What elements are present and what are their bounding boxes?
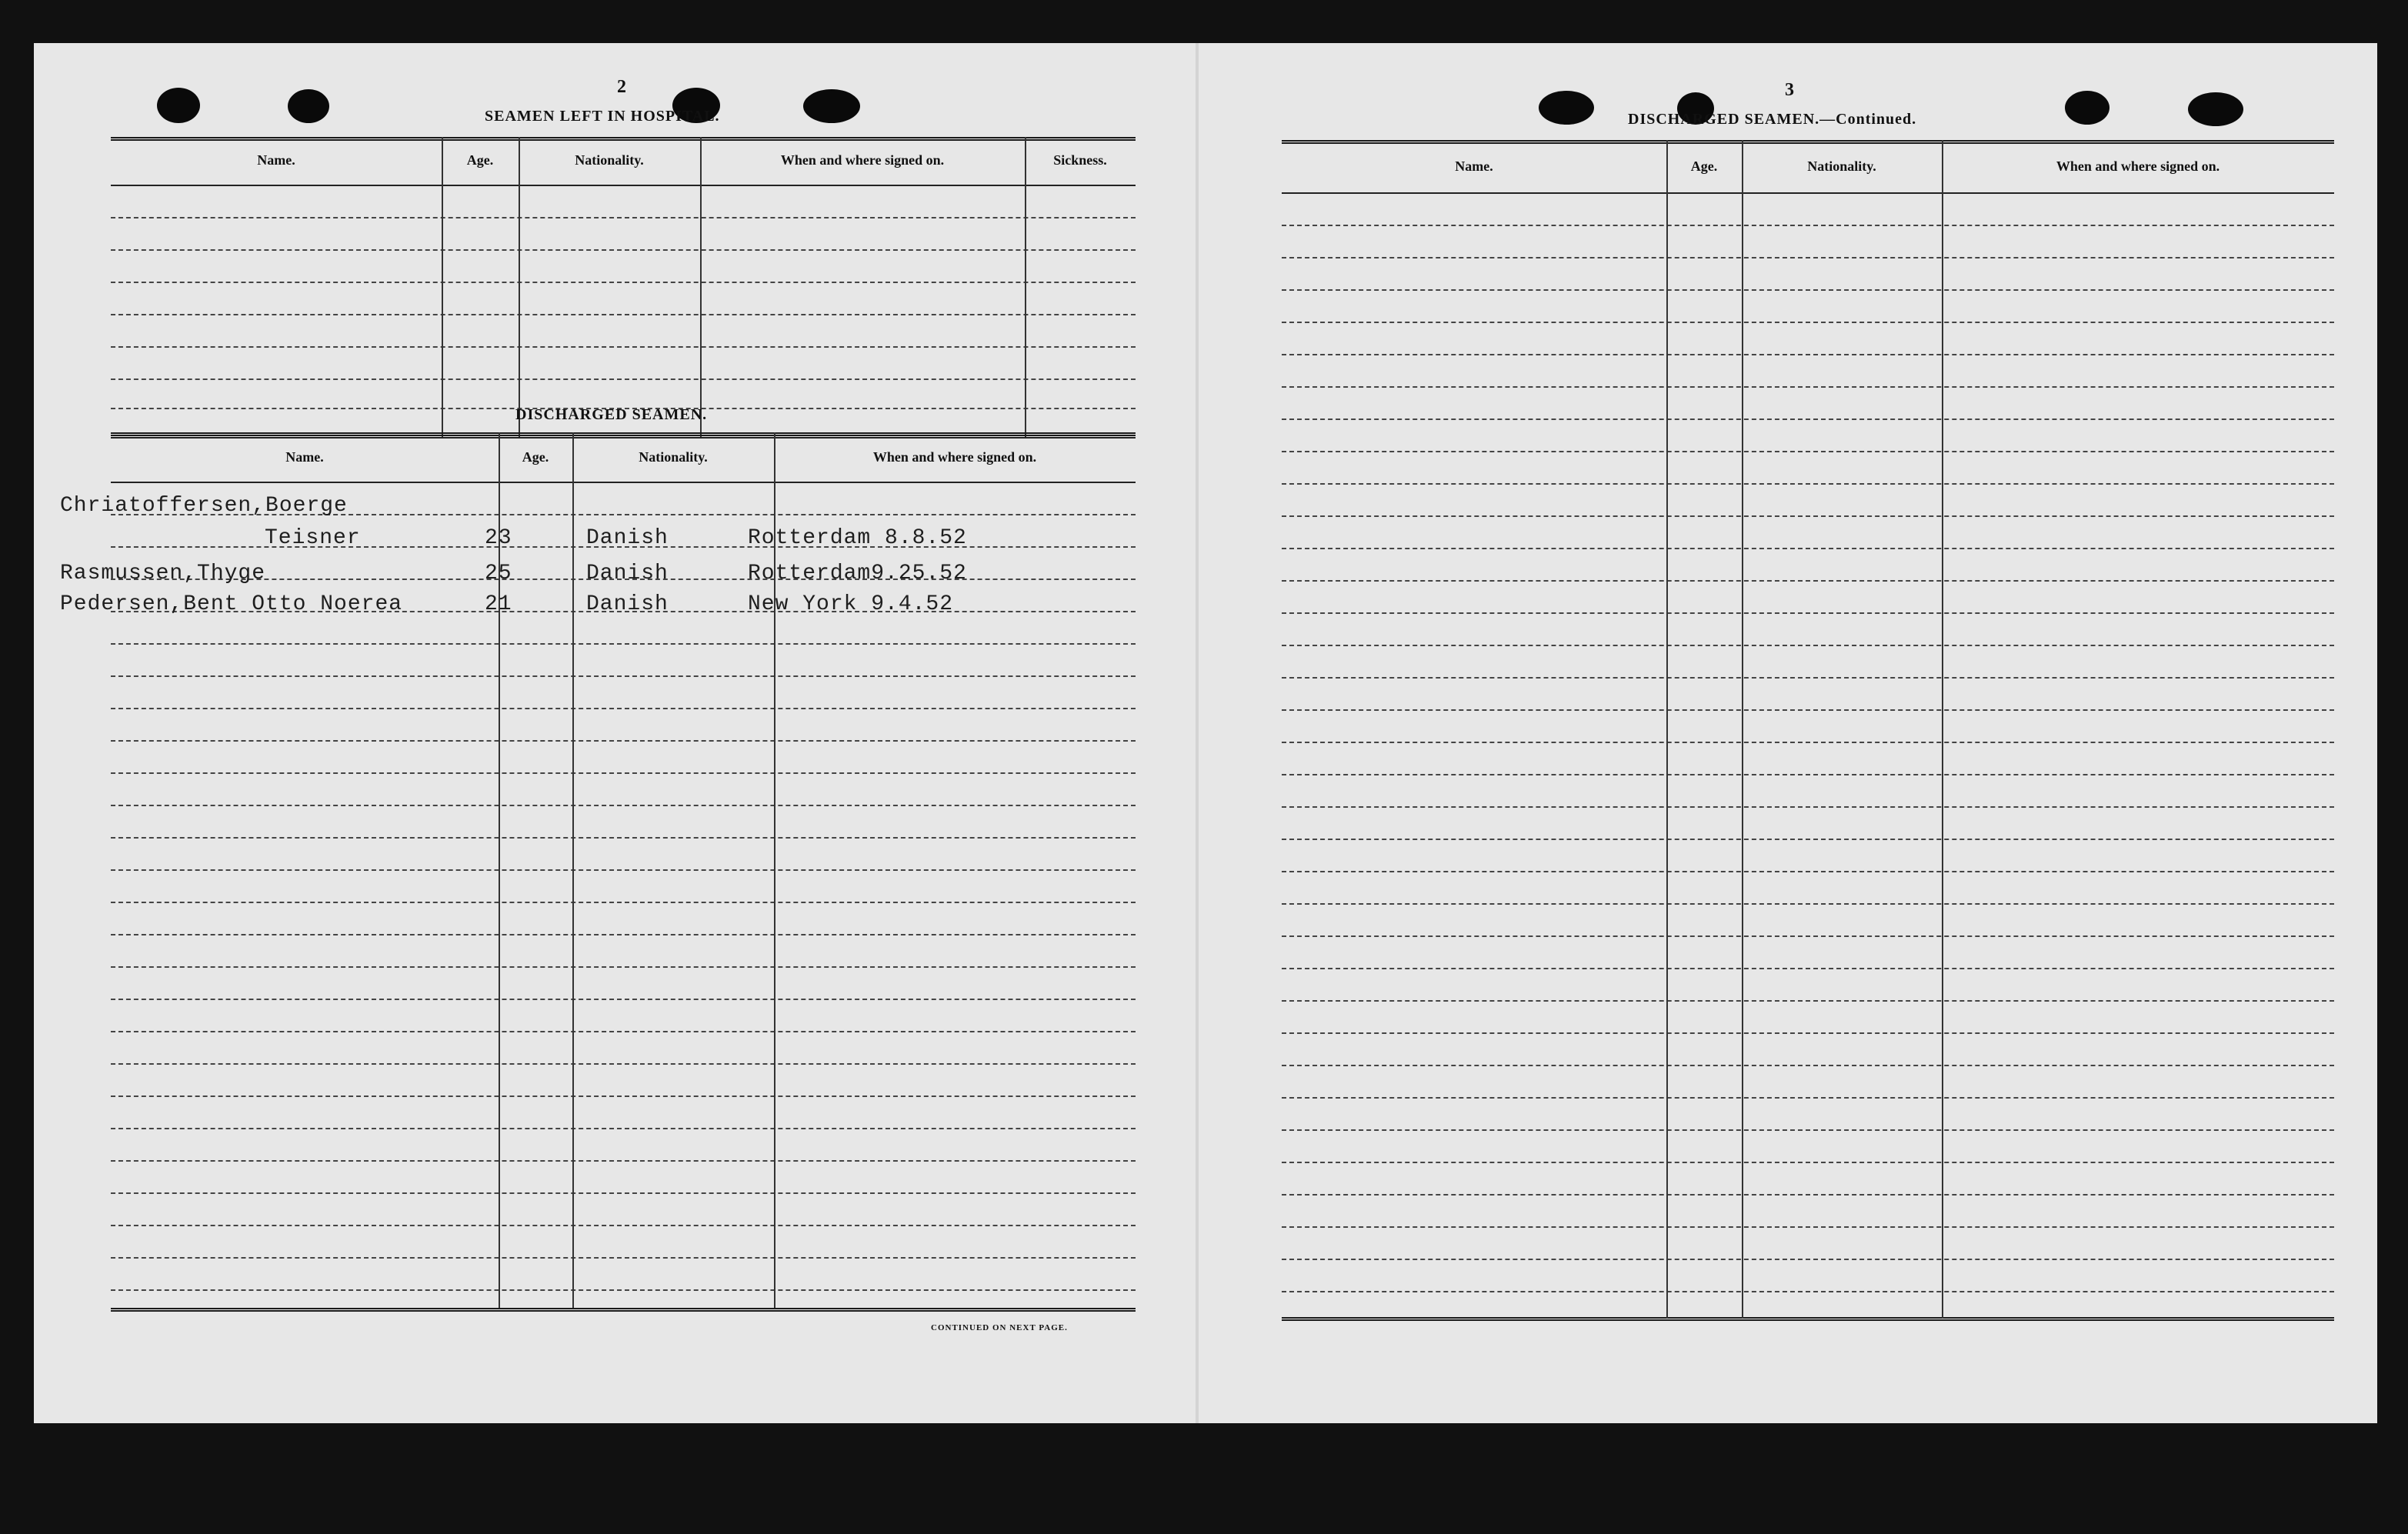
- entry-signed-on: New York 9.4.52: [748, 592, 954, 616]
- header-name: Name.: [1455, 158, 1493, 174]
- page-number-left: 2: [617, 77, 626, 97]
- table-rule: [111, 217, 1136, 218]
- entry-age: 23: [485, 526, 512, 550]
- table-rule: [1282, 806, 2334, 808]
- table-rule: [111, 249, 1136, 251]
- table-rule: [111, 1160, 1136, 1162]
- continued-footer: CONTINUED ON NEXT PAGE.: [931, 1323, 1068, 1332]
- hospital-section-title: SEAMEN LEFT IN HOSPITAL.: [485, 108, 720, 125]
- table-rule: [111, 934, 1136, 935]
- document-sheet: [34, 43, 2377, 1423]
- table-rule: [111, 1257, 1136, 1259]
- page-fold: [1196, 43, 1199, 1423]
- table-rule: [111, 643, 1136, 645]
- header-age: Age.: [466, 152, 494, 168]
- table-rule: [1282, 386, 2334, 388]
- table-rule: [111, 282, 1136, 283]
- header-nationality: Nationality.: [639, 449, 708, 465]
- column-divider: [519, 137, 520, 437]
- table-rule: [111, 482, 1136, 483]
- table-rule: [1282, 1226, 2334, 1228]
- header-signed-on: When and where signed on.: [780, 152, 945, 168]
- table-rule: [1282, 451, 2334, 452]
- column-divider: [700, 137, 702, 437]
- table-rule: [111, 137, 1136, 141]
- discharged-continued-title: DISCHARGED SEAMEN.—Continued.: [1628, 111, 1917, 128]
- entry-name: Chriatoffersen,Boerge: [60, 494, 348, 518]
- punch-hole: [157, 88, 200, 123]
- table-rule: [1282, 515, 2334, 517]
- header-sickness: Sickness.: [1053, 152, 1107, 168]
- table-rule: [1282, 1162, 2334, 1163]
- punch-hole: [1539, 91, 1594, 125]
- punch-hole: [803, 89, 860, 123]
- entry-nationality: Danish: [586, 562, 669, 585]
- entry-nationality: Danish: [586, 592, 669, 616]
- table-rule: [111, 378, 1136, 380]
- table-rule: [1282, 968, 2334, 969]
- entry-name: Pedersen,Bent Otto Noerea: [60, 592, 403, 616]
- table-rule: [111, 1095, 1136, 1097]
- table-rule: [1282, 354, 2334, 355]
- table-rule: [111, 805, 1136, 806]
- header-nationality: Nationality.: [1807, 158, 1876, 174]
- table-rule: [111, 869, 1136, 871]
- entry-age: 21: [485, 592, 512, 616]
- table-rule: [1282, 645, 2334, 646]
- table-rule: [1282, 1194, 2334, 1196]
- table-rule: [111, 1128, 1136, 1129]
- table-rule: [111, 837, 1136, 839]
- column-divider: [1025, 137, 1026, 437]
- table-rule: [111, 185, 1136, 186]
- table-rule: [111, 1289, 1136, 1291]
- entry-signed-on: Rotterdam9.25.52: [748, 562, 967, 585]
- table-rule: [111, 772, 1136, 774]
- table-rule: [1282, 580, 2334, 582]
- entry-signed-on: Rotterdam 8.8.52: [748, 526, 967, 550]
- table-rule: [1282, 140, 2334, 144]
- hospital-table: [111, 137, 1136, 440]
- table-rule: [111, 740, 1136, 742]
- table-rule: [111, 346, 1136, 348]
- punch-hole: [288, 89, 329, 123]
- header-age: Age.: [1690, 158, 1718, 174]
- table-rule: [1282, 677, 2334, 679]
- entry-age: 25: [485, 562, 512, 585]
- table-rule: [1282, 1291, 2334, 1292]
- table-rule: [111, 1031, 1136, 1032]
- table-rule: [111, 675, 1136, 677]
- column-divider: [442, 137, 443, 437]
- header-nationality: Nationality.: [575, 152, 644, 168]
- entry-nationality: Danish: [586, 526, 669, 550]
- table-rule: [1282, 192, 2334, 194]
- table-rule: [1282, 612, 2334, 614]
- table-rule: [1282, 774, 2334, 775]
- table-rule: [111, 999, 1136, 1000]
- table-rule: [1282, 709, 2334, 711]
- table-rule: [1282, 1097, 2334, 1099]
- table-rule: [1282, 839, 2334, 840]
- table-rule: [1282, 1129, 2334, 1131]
- table-rule: [1282, 322, 2334, 323]
- table-rule: [111, 314, 1136, 315]
- discharged-table-right: [1282, 140, 2334, 1326]
- table-rule: [1282, 225, 2334, 226]
- table-rule: [1282, 903, 2334, 905]
- page-number-right: 3: [1785, 80, 1794, 100]
- header-name: Name.: [257, 152, 295, 168]
- table-rule: [111, 1225, 1136, 1226]
- column-divider: [572, 432, 574, 1308]
- column-divider: [1742, 140, 1743, 1319]
- table-rule: [1282, 257, 2334, 258]
- table-rule: [111, 432, 1136, 436]
- header-signed-on: When and where signed on.: [872, 449, 1037, 465]
- table-rule: [111, 708, 1136, 709]
- table-rule: [1282, 1259, 2334, 1260]
- table-rule: [111, 1192, 1136, 1194]
- table-rule: [1282, 1065, 2334, 1066]
- header-name: Name.: [285, 449, 324, 465]
- punch-hole: [2188, 92, 2243, 126]
- header-age: Age.: [522, 449, 549, 465]
- table-rule: [1282, 548, 2334, 549]
- table-rule: [1282, 871, 2334, 872]
- column-divider: [1666, 140, 1668, 1319]
- table-rule: [1282, 1317, 2334, 1321]
- table-rule: [1282, 1000, 2334, 1002]
- table-rule: [1282, 419, 2334, 420]
- entry-name: Teisner: [265, 526, 361, 550]
- table-rule: [111, 966, 1136, 968]
- punch-hole: [2065, 91, 2110, 125]
- table-rule: [1282, 483, 2334, 485]
- table-rule: [1282, 742, 2334, 743]
- column-divider: [1942, 140, 1943, 1319]
- header-signed-on: When and where signed on.: [2056, 158, 2220, 174]
- table-rule: [111, 1063, 1136, 1065]
- entry-name: Rasmussen,Thyge: [60, 562, 266, 585]
- table-rule: [1282, 935, 2334, 937]
- discharged-section-title: DISCHARGED SEAMEN.: [515, 406, 708, 423]
- table-rule: [111, 902, 1136, 903]
- table-rule: [111, 1308, 1136, 1312]
- table-rule: [1282, 1032, 2334, 1034]
- table-rule: [1282, 289, 2334, 291]
